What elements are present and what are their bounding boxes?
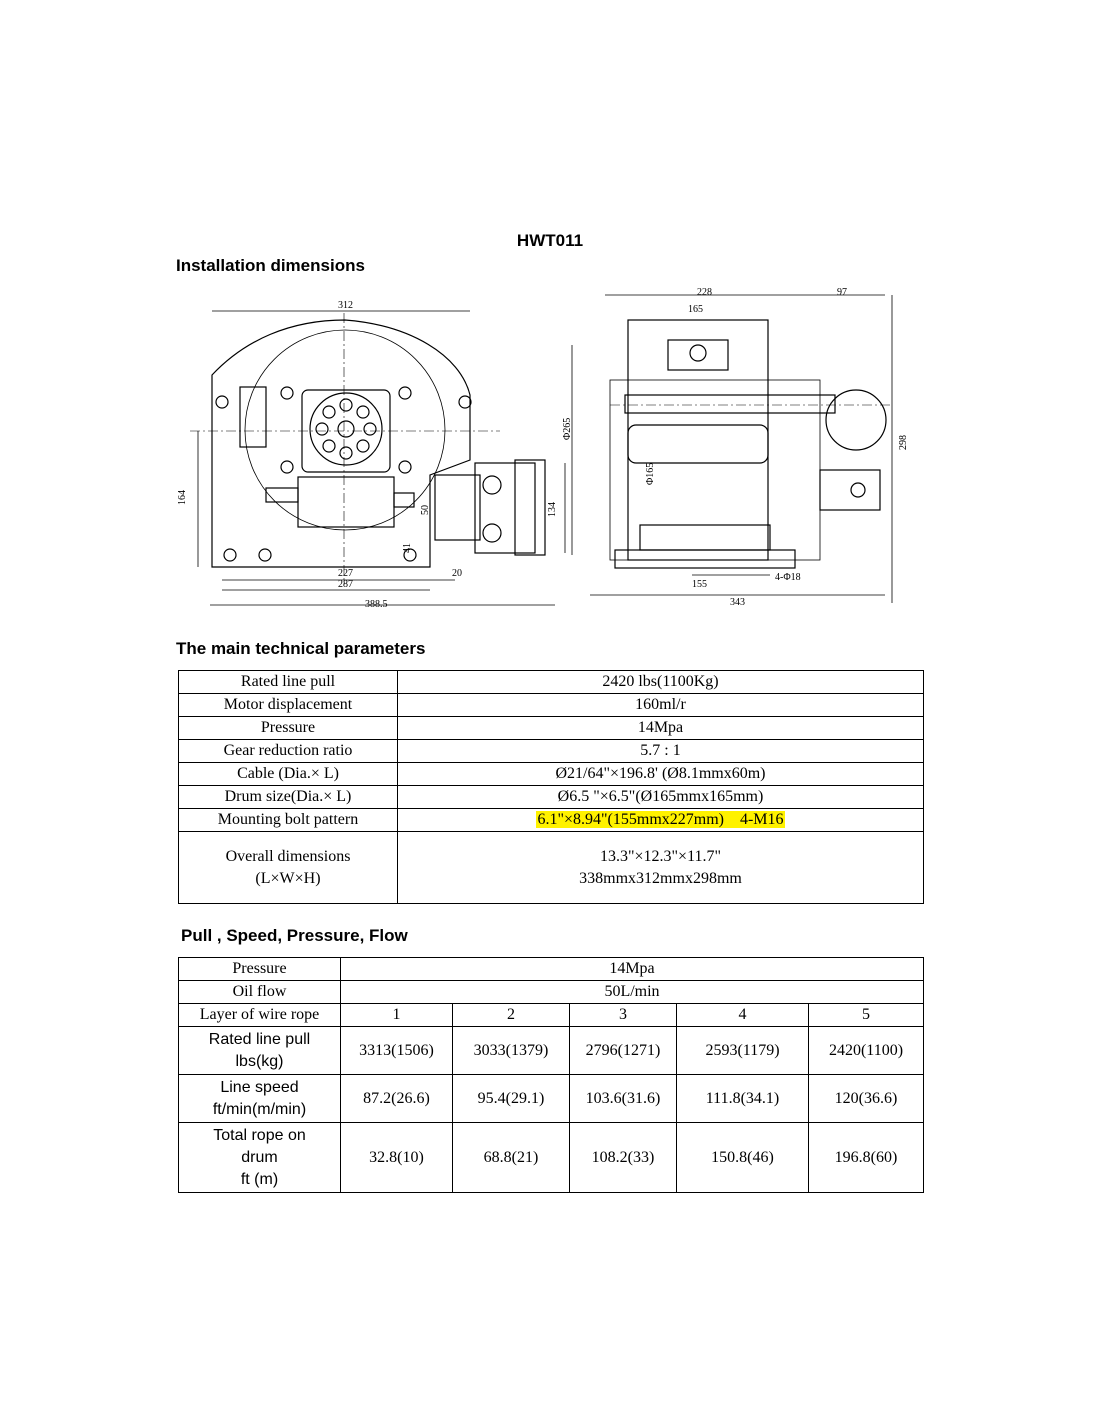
technical-parameters-table <box>178 670 924 904</box>
dim-298: 298 <box>898 435 909 450</box>
layer-cell: 3 <box>570 1004 677 1027</box>
rope-cell: 68.8(21) <box>453 1123 570 1193</box>
table-row <box>179 717 924 740</box>
param-label: Cable (Dia.× L) <box>179 763 398 786</box>
dim-phi265: Φ265 <box>562 417 573 440</box>
table-row <box>179 981 924 1004</box>
pull-cell: 3033(1379) <box>453 1027 570 1075</box>
pull-cell: 2796(1271) <box>570 1027 677 1075</box>
speed-cell: 111.8(34.1) <box>677 1075 809 1123</box>
rope-label <box>179 1123 341 1193</box>
speed-cell: 120(36.6) <box>809 1075 924 1123</box>
pull-heading: Pull , Speed, Pressure, Flow <box>181 926 408 945</box>
speed-cell: 87.2(26.6) <box>341 1075 453 1123</box>
overall-label-line1: Overall dimensions <box>225 847 351 865</box>
speed-label-line2: ft/min(m/min) <box>212 1100 307 1118</box>
side-view-drawing <box>572 295 892 603</box>
param-label: Rated line pull <box>179 671 398 694</box>
param-value: 2420 lbs(1100Kg) <box>398 671 924 694</box>
dim-phi165: Φ165 <box>645 462 656 485</box>
param-label: Mounting bolt pattern <box>179 809 398 832</box>
dim-134: 134 <box>547 502 558 517</box>
overall-label-line2: (L×W×H) <box>255 869 321 887</box>
param-value: Ø6.5 "×6.5"(Ø165mmx165mm) <box>398 786 924 809</box>
param-value: Ø21/64"×196.8' (Ø8.1mmx60m) <box>398 763 924 786</box>
rope-label-line2: drum <box>241 1148 278 1166</box>
dim-165: 165 <box>688 304 703 315</box>
param-label: Drum size(Dia.× L) <box>179 786 398 809</box>
dim-155: 155 <box>692 579 707 590</box>
table-row <box>179 763 924 786</box>
speed-label <box>179 1075 341 1123</box>
table-row <box>179 1004 924 1027</box>
dim-50: 50 <box>420 505 431 515</box>
pull-cell: 3313(1506) <box>341 1027 453 1075</box>
rope-cell: 108.2(33) <box>570 1123 677 1193</box>
layer-cell: 4 <box>677 1004 809 1027</box>
highlighted-value: 6.1"×8.94"(155mmx227mm) 4-M16 <box>537 811 784 828</box>
param-label <box>179 832 398 904</box>
param-value <box>398 809 924 832</box>
param-label: Pressure <box>179 717 398 740</box>
dim-228: 228 <box>697 287 712 298</box>
pressure-value: 14Mpa <box>341 958 924 981</box>
model-title: HWT011 <box>516 231 584 250</box>
param-label: Motor displacement <box>179 694 398 717</box>
table-row <box>179 671 924 694</box>
front-view-drawing <box>190 311 565 605</box>
dim-20: 20 <box>452 568 462 579</box>
table-row <box>179 1123 924 1193</box>
overall-value-line1: 13.3"×12.3"×11.7" <box>599 847 722 865</box>
dim-343: 343 <box>730 597 745 608</box>
pull-label-line1: Rated line pull <box>208 1030 311 1048</box>
dim-4-phi18: 4-Φ18 <box>775 572 801 583</box>
layer-cell: 5 <box>809 1004 924 1027</box>
dim-41: 41 <box>402 543 413 553</box>
table-row <box>179 958 924 981</box>
param-value: 160ml/r <box>398 694 924 717</box>
dim-312: 312 <box>338 300 353 311</box>
table-row <box>179 1027 924 1075</box>
params-heading: The main technical parameters <box>176 639 426 658</box>
installation-drawings <box>170 285 930 615</box>
oil-flow-value: 50L/min <box>341 981 924 1004</box>
pull-label-line2: lbs(kg) <box>235 1052 284 1070</box>
pull-label <box>179 1027 341 1075</box>
dim-164: 164 <box>177 490 188 505</box>
rope-cell: 32.8(10) <box>341 1123 453 1193</box>
installation-heading: Installation dimensions <box>176 256 365 275</box>
table-row <box>179 694 924 717</box>
table-row <box>179 832 924 904</box>
oil-flow-label: Oil flow <box>179 981 341 1004</box>
dim-227: 227 <box>338 568 353 579</box>
overall-value-line2: 338mmx312mmx298mm <box>579 869 742 887</box>
param-value <box>398 832 924 904</box>
speed-cell: 103.6(31.6) <box>570 1075 677 1123</box>
pull-cell: 2593(1179) <box>677 1027 809 1075</box>
layer-cell: 1 <box>341 1004 453 1027</box>
layer-cell: 2 <box>453 1004 570 1027</box>
param-value: 5.7 : 1 <box>398 740 924 763</box>
table-row <box>179 1075 924 1123</box>
param-label: Gear reduction ratio <box>179 740 398 763</box>
table-row <box>179 786 924 809</box>
rope-cell: 196.8(60) <box>809 1123 924 1193</box>
pressure-label: Pressure <box>179 958 341 981</box>
rope-label-line3: ft (m) <box>240 1170 279 1188</box>
dim-388-5: 388.5 <box>365 599 388 610</box>
table-row <box>179 740 924 763</box>
rope-cell: 150.8(46) <box>677 1123 809 1193</box>
dim-287: 287 <box>338 579 353 590</box>
pull-cell: 2420(1100) <box>809 1027 924 1075</box>
pull-speed-table <box>178 957 924 1193</box>
rope-label-line1: Total rope on <box>213 1126 306 1144</box>
dim-97: 97 <box>837 287 847 298</box>
param-value: 14Mpa <box>398 717 924 740</box>
speed-label-line1: Line speed <box>220 1078 299 1096</box>
layer-label: Layer of wire rope <box>179 1004 341 1027</box>
speed-cell: 95.4(29.1) <box>453 1075 570 1123</box>
table-row <box>179 809 924 832</box>
dimension-labels <box>177 287 909 610</box>
